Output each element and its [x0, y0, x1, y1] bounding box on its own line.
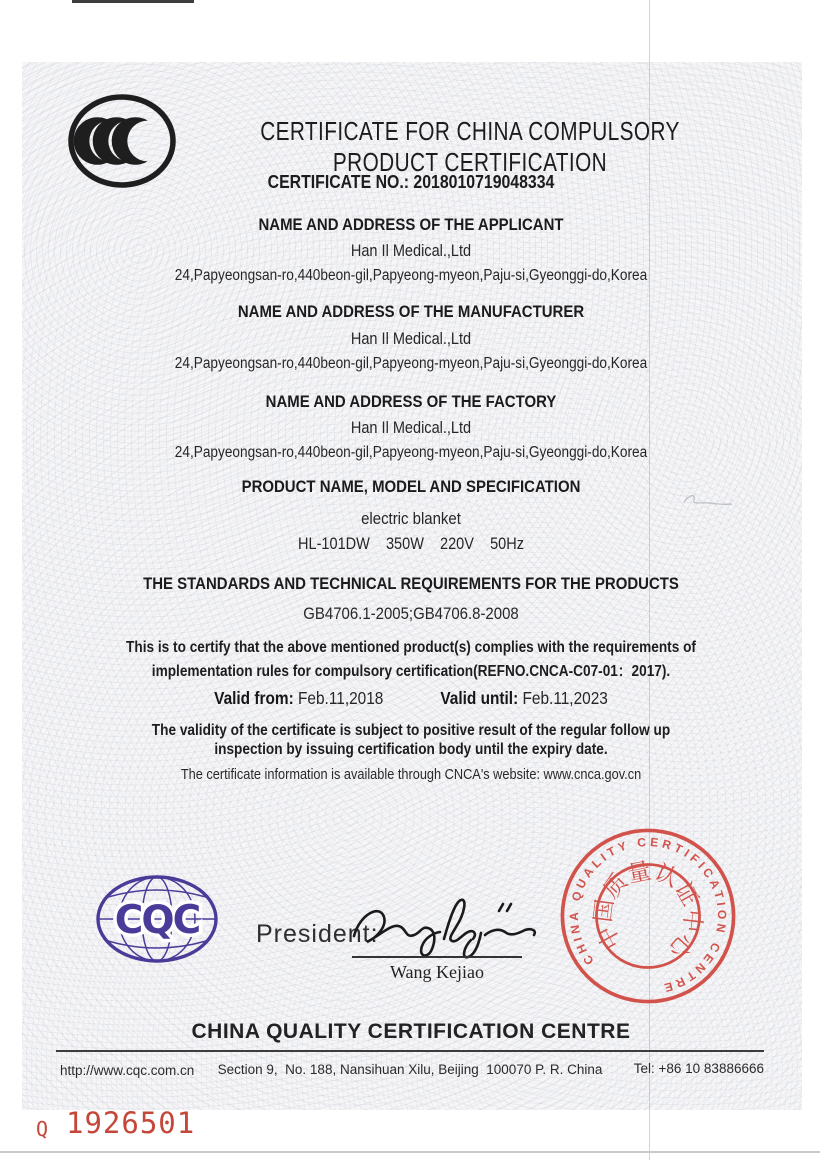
stamp-english-text: CHINA QUALITY CERTIFICATION CENTRE — [567, 834, 729, 996]
certificate-title: CERTIFICATE FOR CHINA COMPULSORY PRODUCT CERTIFICATION — [260, 116, 680, 177]
section-heading-standards: THE STANDARDS AND TECHNICAL REQUIREMENTS FOR THE PRODUCTS — [143, 574, 679, 593]
footer-website: http://www.cqc.com.cn — [60, 1063, 195, 1078]
valid-from-label: Valid from: — [214, 688, 294, 708]
product-model-spec: HL-101DW 350W 220V 50Hz — [298, 535, 524, 553]
applicant-name: Han Il Medical.,Ltd — [350, 242, 472, 260]
footer-org-name: CHINA QUALITY CERTIFICATION CENTRE — [191, 1020, 631, 1043]
section-heading-factory: NAME AND ADDRESS OF THE FACTORY — [265, 392, 557, 411]
svg-text:CHINA QUALITY CERTIFICATION CE — [556, 824, 740, 1008]
follow-up-line1: The validity of the certificate is subject to positive result of the regular follow up — [151, 722, 671, 739]
certify-text-line2: implementation rules for compulsory certification(REFNO.CNCA-C07-01：2017). — [151, 663, 671, 680]
footer-telephone: Tel: +86 10 83886666 — [633, 1061, 764, 1076]
serial-prefix: Q — [36, 1117, 49, 1141]
follow-up-line2: inspection by issuing certification body until the expiry date. — [214, 741, 608, 758]
signer-name: Wang Kejiao — [389, 962, 485, 982]
stamp-chinese-text: 中国质量认证中心 — [590, 858, 706, 963]
president-label: President: — [256, 920, 379, 948]
section-heading-applicant: NAME AND ADDRESS OF THE APPLICANT — [258, 215, 564, 234]
manufacturer-address: 24,Papyeongsan-ro,440beon-gil,Papyeong-myeon,Paju-si,Gyeonggi-do,Korea — [174, 355, 648, 372]
valid-until-label: Valid until: — [440, 688, 519, 708]
cqc-logo — [94, 873, 220, 965]
president-signature — [348, 892, 543, 970]
factory-address: 24,Papyeongsan-ro,440beon-gil,Papyeong-myeon,Paju-si,Gyeonggi-do,Korea — [174, 444, 648, 461]
section-heading-manufacturer: NAME AND ADDRESS OF THE MANUFACTURER — [237, 302, 585, 321]
certify-text-line1: This is to certify that the above mentioned product(s) complies with the requirements of — [126, 639, 696, 656]
cqc-logo-text: CQC — [114, 898, 200, 943]
validity-row — [69, 688, 754, 709]
scan-edge-artifact — [72, 0, 194, 3]
serial-number: 1926501 — [66, 1106, 196, 1140]
certificate-number: CERTIFICATE NO.: 2018010719048334 — [267, 172, 555, 192]
footer-divider — [56, 1050, 764, 1052]
cqc-red-stamp — [556, 824, 740, 1008]
page-bottom-edge — [0, 1151, 820, 1153]
footer-address: Section 9, No. 188, Nansihuan Xilu, Beijing 100070 P. R. China — [217, 1062, 603, 1077]
pencil-mark-artifact — [680, 488, 740, 512]
section-heading-product: PRODUCT NAME, MODEL AND SPECIFICATION — [241, 477, 581, 496]
manufacturer-name: Han Il Medical.,Ltd — [350, 330, 472, 348]
cnca-note: The certificate information is available through CNCA's website: www.cnca.gov.cn — [180, 767, 642, 783]
valid-from-date: Feb.11,2018 — [298, 688, 384, 708]
applicant-address: 24,Papyeongsan-ro,440beon-gil,Papyeong-myeon,Paju-si,Gyeonggi-do,Korea — [174, 267, 648, 284]
factory-name: Han Il Medical.,Ltd — [350, 419, 472, 437]
signature-line — [352, 956, 522, 958]
standards-codes: GB4706.1-2005;GB4706.8-2008 — [303, 604, 519, 623]
valid-until-date: Feb.11,2023 — [522, 688, 608, 708]
product-name: electric blanket — [361, 509, 461, 528]
